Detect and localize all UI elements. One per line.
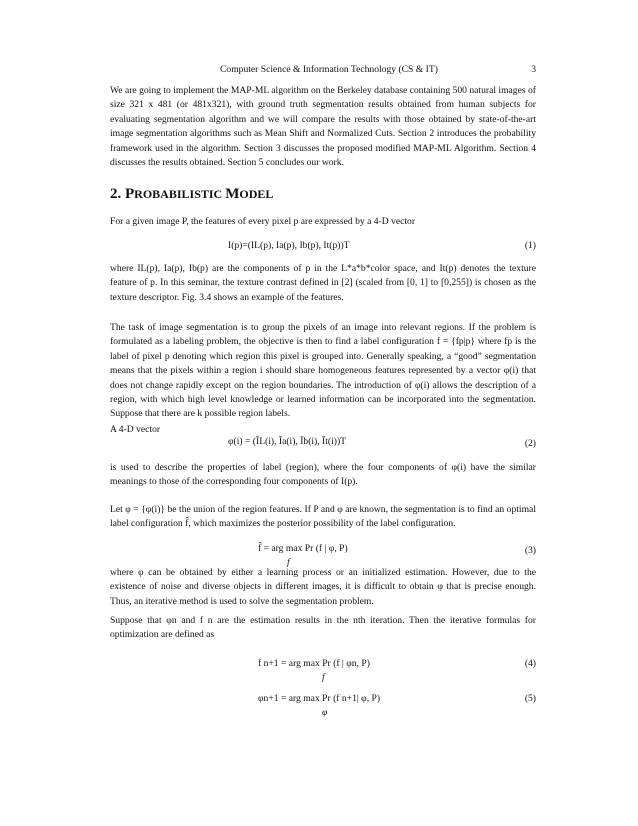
section-word1-rest: ROBABILISTIC bbox=[134, 187, 226, 201]
paragraph-iterative-method: where φ can be obtained by either a learning process or an initialized estimation. However, due to the existence of noise and diverse objects in different images, it is difficult to obtain φ that is precise enough. Thus, an iterative method is used to solve the segmentation problem. bbox=[110, 567, 536, 607]
equation-4-subscript: f bbox=[322, 672, 325, 683]
equation-3-subscript: f bbox=[287, 557, 290, 568]
paragraph-segmentation-task: The task of image segmentation is to group the pixels of an image into relevant regions. If the problem is formulated as a labeling problem, the objective is then to find a label configuration f = {fp|p} where fp is the label of pixel p denoting which region this pixel is grouped into. Generally speaking, a “good” segmentation means that the pixels within a region i should share homogeneous features represented by a vector φ(i) that does not change rapidly except on the region boundaries. The introduction of φ(i) allows the description of a region, with which high level knowledge or learned information can be incorporated into the segmentation. Suppose that there are k possible region labels. bbox=[110, 322, 536, 420]
section-heading bbox=[110, 186, 273, 203]
equation-1-number: (1) bbox=[524, 240, 536, 251]
paragraph-iteration-formulas: Suppose that φn and f n are the estimation results in the nth iteration. Then the iterative formulas for optimization are defined as bbox=[110, 615, 536, 641]
equation-1: I(p)=(IL(p), Ia(p), Ib(p), It(p))T bbox=[228, 240, 350, 251]
section-word2-initial: M bbox=[225, 186, 240, 202]
paragraph-region-union: Let φ = {φ(i)} be the union of the region features. If P and φ are known, the segmentation is to find an optimal label configuration f̂, which maximizes the posterior possibility of the label configuration. bbox=[110, 504, 536, 530]
intro-paragraph: We are going to implement the MAP-ML algorithm on the Berkeley database containing 500 natural images of size 321 x 481 (or 481x321), with ground truth segmentation results obtained from human subjects for evaluating segmentation algorithm and we will compare the results with those obtained by state-of-the-art image segmentation algorithms such as Mean Shift and Normalized Cuts. Section 2 introduces the probability framework used in the algorithm. Section 3 discusses the proposed modified MAP-ML Algorithm. Section 4 discusses the results obtained. Section 5 concludes our work. bbox=[110, 85, 536, 169]
equation-4-number: (4) bbox=[524, 658, 536, 669]
running-header bbox=[110, 64, 536, 78]
equation-2: φ(i) = (ĪL(i), Īa(i), Īb(i), Īt(i))T bbox=[228, 436, 347, 447]
equation-3: f̂ = arg max Pr (f | φ, P) bbox=[258, 543, 348, 554]
section-word1-initial: P bbox=[125, 186, 135, 202]
paragraph-4d-vector: A 4-D vector bbox=[110, 424, 161, 435]
equation-2-number: (2) bbox=[524, 438, 536, 449]
equation-5: φn+1 = arg max Pr (f n+1| φ, P) bbox=[258, 693, 381, 704]
equation-3-number: (3) bbox=[524, 545, 536, 556]
section-word2-rest: ODEL bbox=[239, 187, 274, 201]
equation-5-subscript: φ bbox=[322, 707, 328, 718]
header-title: Computer Science & Information Technology (CS & IT) bbox=[220, 64, 438, 75]
page-number: 3 bbox=[531, 64, 536, 75]
paragraph-label-properties: is used to describe the properties of label (region), where the four components of φ(i) have the similar meanings to those of the corresponding four components of I(p). bbox=[110, 462, 536, 488]
paragraph-feature-vector: For a given image P, the features of every pixel p are expressed by a 4-D vector bbox=[110, 216, 416, 227]
equation-5-number: (5) bbox=[524, 693, 536, 704]
paragraph-where-components: where IL(p), Ia(p), Ib(p) are the components of p in the L*a*b*color space, and It(p) denotes the texture feature of p. In this seminar, the texture contrast defined in [2] (scaled from [0, 1] to [0,255]) is chosen as the texture descriptor. Fig. 3.4 shows an example of the features. bbox=[110, 263, 536, 303]
section-number: 2. bbox=[110, 186, 125, 202]
equation-4: f n+1 = arg max Pr (f | φn, P) bbox=[258, 658, 370, 669]
